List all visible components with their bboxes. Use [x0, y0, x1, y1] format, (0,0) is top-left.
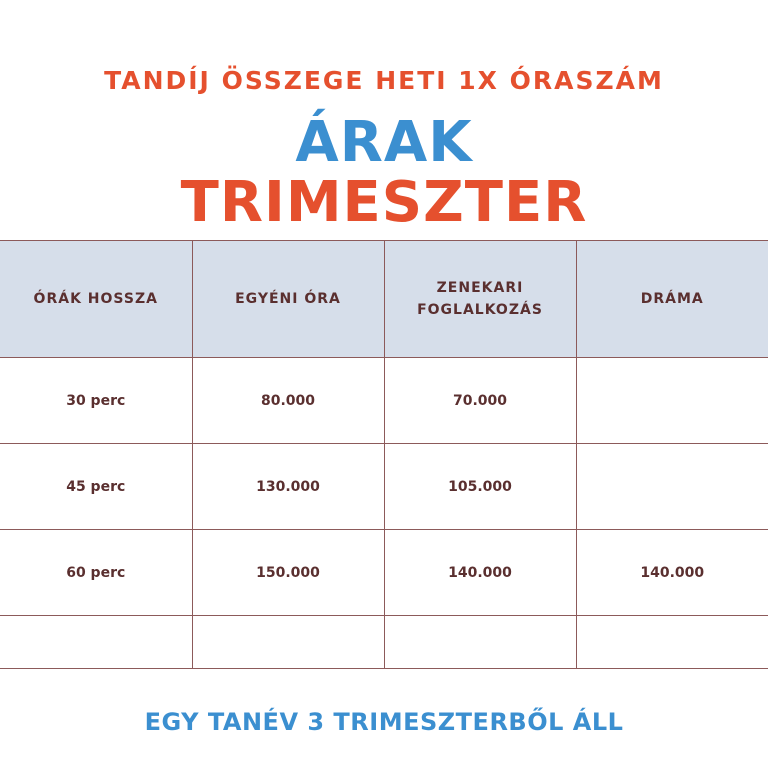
table-cell: 140.000: [384, 530, 576, 616]
table-cell: 70.000: [384, 358, 576, 444]
table-cell: [192, 616, 384, 669]
table-row: [0, 530, 768, 616]
column-header-drama: DRÁMA: [576, 241, 768, 358]
price-table: [0, 240, 768, 669]
table-cell: 105.000: [384, 444, 576, 530]
table-cell: 130.000: [192, 444, 384, 530]
title-trimeszter: TRIMESZTER: [180, 170, 588, 235]
table-cell: 45 perc: [0, 444, 192, 530]
table-cell: [576, 358, 768, 444]
table-cell: [0, 616, 192, 669]
title-arak: ÁRAK: [295, 110, 473, 175]
table-cell: [576, 444, 768, 530]
table-cell: 60 perc: [0, 530, 192, 616]
table-cell: [576, 616, 768, 669]
column-header-individual: EGYÉNI ÓRA: [192, 241, 384, 358]
footer-note: EGY TANÉV 3 TRIMESZTERBŐL ÁLL: [144, 708, 624, 736]
table-cell: 140.000: [576, 530, 768, 616]
table-row: [0, 444, 768, 530]
table-cell: 80.000: [192, 358, 384, 444]
subtitle: TANDÍJ ÖSSZEGE HETI 1X ÓRASZÁM: [104, 66, 664, 95]
table-row: [0, 616, 768, 669]
table-row: [0, 358, 768, 444]
table-header-row: [0, 241, 768, 358]
table-cell: 150.000: [192, 530, 384, 616]
column-header-length: ÓRÁK HOSSZA: [0, 241, 192, 358]
column-header-orchestra: ZENEKARI FOGLALKOZÁS: [384, 241, 576, 358]
table-cell: [384, 616, 576, 669]
table-cell: 30 perc: [0, 358, 192, 444]
